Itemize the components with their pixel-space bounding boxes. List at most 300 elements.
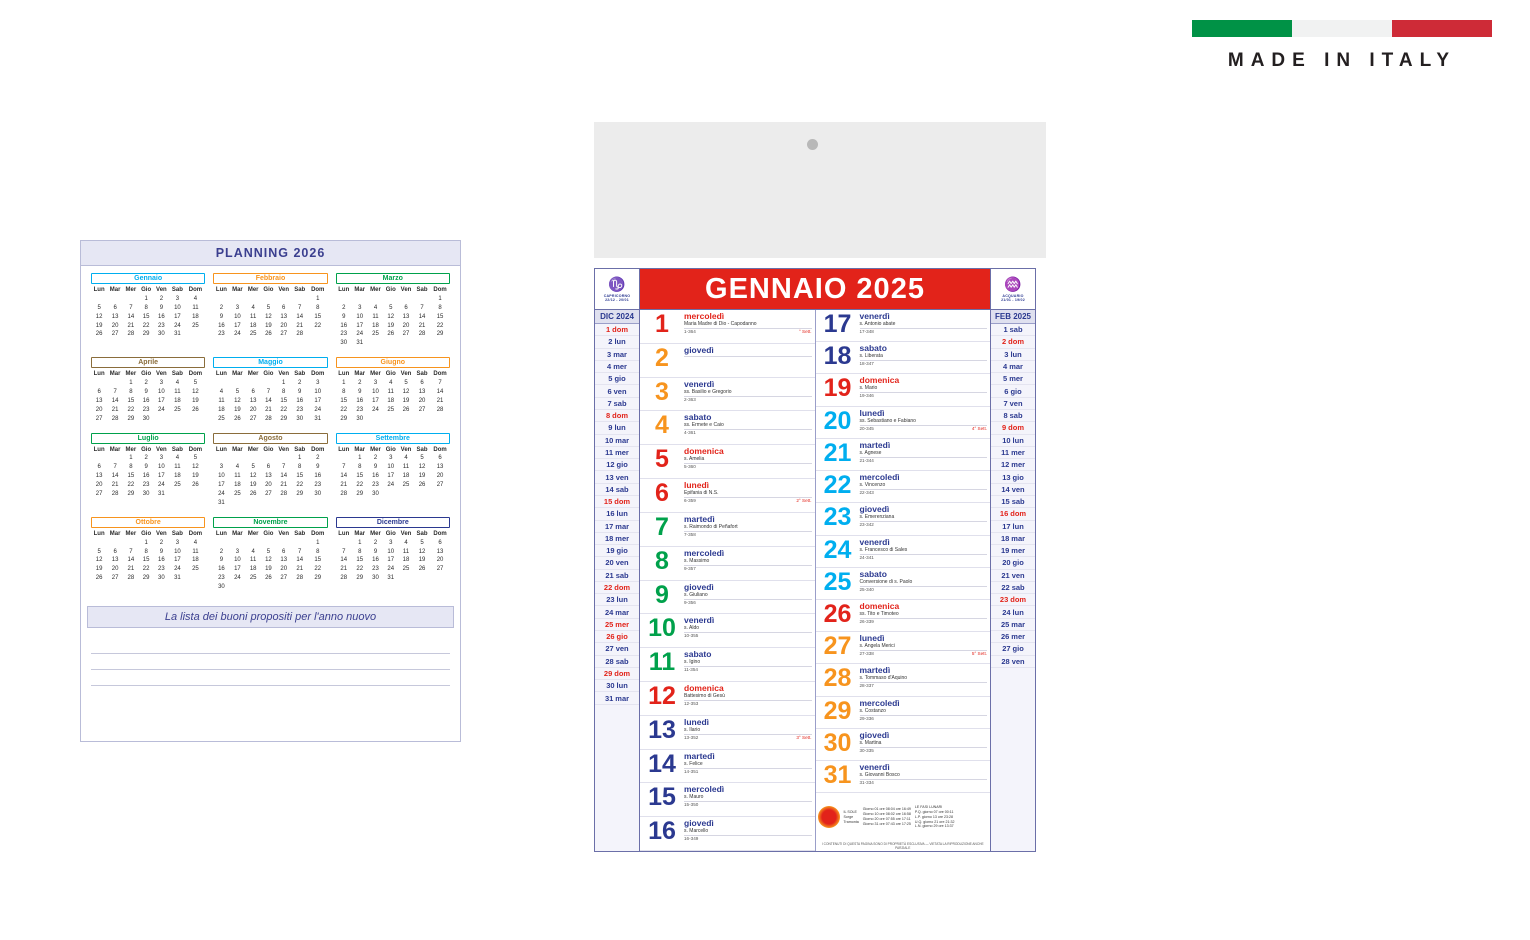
capricorn-icon: ♑: [608, 276, 626, 293]
planning-day-cell: 28: [127, 575, 135, 582]
calendar-day-row[interactable]: [640, 750, 815, 784]
calendar-day-row[interactable]: [640, 817, 815, 851]
planning-day-cell: [245, 539, 261, 548]
planning-day-cell: 4: [251, 304, 255, 311]
sidebar-day-weekday: dom: [614, 669, 631, 679]
calendar-day-weekday: sabato: [684, 412, 712, 423]
zodiac-aquarius: [990, 269, 1035, 309]
planning-day-cell: 7: [266, 389, 271, 396]
sun-title: IL SOLE: [843, 809, 857, 814]
planning-day-cell: 21: [340, 482, 348, 489]
sidebar-day-number: 11: [605, 447, 614, 457]
planning-day-cell: 27: [111, 575, 119, 582]
sidebar-day-row: [991, 422, 1035, 434]
planning-day-cell: 9: [373, 464, 378, 471]
flag-white-stripe: [1292, 20, 1392, 37]
sidebar-day-row: [991, 521, 1035, 533]
planning-month-grid: [336, 370, 450, 423]
planning-day-cell: [91, 539, 107, 548]
calendar-day-number: 16: [648, 817, 676, 846]
planning-day-cell: 16: [142, 397, 150, 404]
planning-day-cell: 9: [316, 464, 320, 471]
planning-day-cell: [213, 454, 229, 463]
calendar-day-progressive: 2-363: [684, 396, 696, 402]
weekday-header: Mer: [247, 371, 259, 378]
sidebar-day-weekday: lun: [616, 595, 628, 605]
note-line[interactable]: [91, 670, 450, 686]
planning-day-cell: 27: [280, 575, 288, 582]
planning-month: [87, 430, 209, 514]
planning-day-cell: 12: [418, 464, 426, 471]
calendar-day-extra: [860, 587, 988, 592]
sidebar-day-row: [595, 692, 639, 704]
planning-day-cell: 11: [250, 313, 257, 320]
calendar-day-row[interactable]: [640, 581, 815, 615]
planning-day-cell: 7: [298, 304, 302, 311]
planning-day-cell: 12: [387, 313, 395, 320]
planning-day-cell: 12: [265, 313, 272, 320]
calendar-day-saint: s. Felice: [684, 761, 812, 769]
planning-day-cell: 20: [436, 473, 444, 480]
calendar-day-row[interactable]: [640, 378, 815, 412]
weekday-header: Mar: [109, 530, 121, 537]
planning-day-cell: 19: [95, 322, 103, 329]
calendar-day-info: [684, 649, 815, 672]
planning-day-cell: 12: [418, 548, 426, 555]
planning-day-cell: 20: [265, 482, 272, 489]
sidebar-day-row: [991, 398, 1035, 410]
calendar-day-row[interactable]: [816, 471, 991, 503]
calendar-day-info: [860, 311, 991, 334]
calendar-day-row[interactable]: [640, 682, 815, 716]
planning-day-cell: 7: [129, 304, 133, 311]
calendar-day-row[interactable]: [816, 374, 991, 406]
planning-day-cell: 1: [358, 539, 362, 546]
sidebar-day-row: [595, 643, 639, 655]
calendar-day-row[interactable]: [640, 310, 815, 344]
planning-day-cell: 25: [192, 566, 199, 573]
sidebar-day-number: 27: [1002, 644, 1011, 654]
planning-day-cell: 13: [280, 557, 288, 564]
calendar-day-row[interactable]: [640, 547, 815, 581]
planning-day-cell: 15: [314, 557, 322, 564]
planning-day-cell: [308, 330, 328, 339]
planning-day-cell: 11: [174, 389, 181, 396]
planning-day-cell: 5: [266, 304, 271, 311]
planning-day-cell: 7: [342, 464, 346, 471]
calendar-day-row[interactable]: [816, 664, 991, 696]
calendar-day-info: [684, 751, 815, 774]
calendar-day-number: 7: [655, 512, 669, 541]
sidebar-day-number: 23: [606, 595, 615, 605]
weekday-header: Lun: [215, 287, 227, 293]
calendar-day-weekday: sabato: [859, 343, 887, 354]
planning-day-cell: 22: [314, 322, 322, 329]
planning-day-cell: 26: [192, 482, 199, 489]
aquarius-name: ACQUARIO: [1002, 293, 1024, 298]
planning-day-cell: 25: [234, 491, 241, 498]
weekday-header: Ven: [156, 446, 167, 453]
calendar-day-number: 18: [823, 342, 852, 371]
sidebar-day-number: 9: [1001, 423, 1007, 433]
sidebar-day-row: [991, 496, 1035, 508]
planning-day-cell: 8: [316, 304, 320, 311]
calendar-day-weekday: giovedì: [684, 344, 714, 355]
planning-day-cell: 11: [192, 304, 199, 311]
planning-day-cell: 11: [234, 473, 241, 480]
sidebar-day-number: 19: [606, 546, 615, 556]
sidebar-day-row: [991, 619, 1035, 631]
sidebar-day-weekday: mer: [1011, 632, 1026, 642]
calendar-title-bar: [640, 269, 990, 309]
planning-day-cell: [107, 295, 123, 304]
calendar-day-extra: [684, 667, 812, 672]
planning-day-cell: [230, 499, 246, 508]
planning-day-cell: 1: [342, 380, 346, 387]
planning-day-cell: 29: [142, 575, 150, 582]
calendar-day-extra: [684, 397, 812, 402]
planning-day-cell: 17: [356, 322, 364, 329]
planning-day-cell: 6: [113, 304, 117, 311]
calendar-day-row[interactable]: [816, 729, 991, 761]
sidebar-day-weekday: gio: [1012, 558, 1024, 568]
days-column-left: [640, 310, 816, 851]
note-line[interactable]: [91, 654, 450, 670]
planning-day-cell: [186, 574, 206, 583]
calendar-day-row[interactable]: [816, 568, 991, 600]
planning-day-cell: 3: [175, 295, 180, 302]
weekday-header: Lun: [93, 287, 105, 293]
planning-day-cell: [123, 539, 139, 548]
planning-day-cell: 10: [356, 313, 364, 320]
planning-day-cell: 2: [219, 304, 224, 311]
planning-day-cell: 19: [192, 397, 199, 404]
sun-time-row: Giorno 31 ore 07:43 ore 17:25: [862, 821, 911, 826]
calendar-day-info: [860, 440, 991, 463]
planning-day-cell: [383, 415, 398, 424]
weekday-header: Lun: [93, 371, 105, 378]
sidebar-day-number: 7: [1003, 398, 1008, 408]
calendar-day-info: [684, 683, 815, 706]
planning-day-cell: 19: [249, 482, 257, 489]
sidebar-day-weekday: mar: [613, 349, 627, 359]
calendar-day-row[interactable]: [640, 411, 815, 445]
sidebar-day-number: 15: [603, 497, 613, 507]
sidebar-day-row: [991, 373, 1035, 385]
sidebar-day-weekday: lun: [1012, 607, 1024, 617]
weekday-header: Sab: [416, 371, 428, 378]
planning-day-cell: 31: [218, 499, 225, 506]
planning-day-cell: 17: [387, 557, 395, 564]
planning-day-cell: 11: [387, 389, 394, 396]
planning-day-cell: 21: [111, 406, 119, 413]
calendar-day-number: 10: [648, 614, 676, 643]
sidebar-day-row: [595, 582, 639, 594]
weekday-header: Mer: [247, 446, 259, 453]
calendar-day-info: [684, 717, 815, 740]
weekday-header: Sab: [171, 371, 183, 378]
sidebar-day-row: [595, 594, 639, 606]
planning-day-cell: 7: [420, 304, 424, 311]
weekday-header: Dom: [311, 287, 325, 293]
calendar-week-number: ° Sett.: [798, 329, 812, 334]
planning-day-cell: 10: [218, 473, 225, 480]
planning-day-cell: 22: [296, 482, 304, 489]
calendar-day-number: 17: [823, 310, 852, 338]
planning-month-grid: [336, 446, 450, 499]
sidebar-day-row: [991, 459, 1035, 471]
planning-day-cell: 19: [387, 322, 395, 329]
calendar-day-info: [860, 698, 991, 721]
sidebar-day-number: 21: [605, 570, 614, 580]
planning-month-grid: [213, 446, 327, 508]
weekday-header: Dom: [433, 446, 447, 453]
planning-day-cell: 28: [111, 491, 119, 498]
weekday-header: Gio: [263, 530, 274, 537]
calendar-day-number: 22: [823, 471, 852, 500]
planning-day-cell: 4: [251, 548, 255, 555]
planning-day-cell: 28: [340, 575, 348, 582]
calendar-day-extra: [860, 490, 988, 495]
planning-day-cell: 28: [418, 331, 426, 338]
sidebar-day-number: 6: [1004, 386, 1009, 396]
planning-day-cell: 26: [265, 575, 272, 582]
calendar-day-row[interactable]: [816, 439, 991, 471]
planning-day-cell: [414, 339, 430, 348]
planning-day-cell: 5: [97, 304, 101, 311]
planning-day-cell: 19: [192, 473, 199, 480]
calendar-day-row[interactable]: [816, 503, 991, 535]
sidebar-day-row: [991, 435, 1035, 447]
planning-day-cell: 16: [158, 557, 165, 564]
planning-day-cell: 17: [174, 313, 181, 320]
aquarius-icon: ♒: [1004, 276, 1022, 293]
planning-day-cell: 30: [158, 575, 165, 582]
planning-day-cell: 4: [175, 455, 180, 462]
sidebar-day-number: 13: [605, 472, 614, 482]
sidebar-day-weekday: ven: [1011, 484, 1025, 494]
planning-day-cell: 4: [193, 295, 198, 302]
weekday-header: Mer: [125, 530, 137, 537]
sidebar-day-row: [991, 606, 1035, 618]
sidebar-day-row: [595, 385, 639, 397]
planning-day-cell: 17: [158, 473, 165, 480]
planning-day-cell: 22: [356, 482, 364, 489]
weekday-header: Dom: [433, 530, 447, 537]
planning-day-cell: 14: [340, 473, 348, 480]
sidebar-day-row: [991, 484, 1035, 496]
planning-day-cell: 9: [159, 548, 164, 555]
planning-day-cell: 9: [159, 304, 164, 311]
note-line[interactable]: [91, 638, 450, 654]
sidebar-day-weekday: gio: [1012, 472, 1024, 482]
planning-day-cell: 4: [219, 389, 224, 396]
planning-day-cell: 25: [174, 406, 181, 413]
sidebar-day-number: 2: [1001, 337, 1007, 347]
planning-day-cell: [230, 379, 246, 388]
planning-day-cell: 7: [342, 548, 346, 555]
planning-day-cell: [107, 454, 123, 463]
planning-day-cell: 14: [340, 557, 348, 564]
calendar-day-row[interactable]: [816, 407, 991, 439]
planning-title: PLANNING 2026: [81, 241, 460, 266]
sidebar-day-row: [595, 668, 639, 680]
planning-day-cell: 1: [316, 539, 320, 546]
planning-day-cell: 6: [282, 304, 286, 311]
planning-day-cell: [414, 295, 430, 304]
planning-day-cell: 10: [387, 548, 395, 555]
planning-day-cell: 31: [314, 415, 322, 422]
planning-day-cell: [261, 454, 276, 463]
sidebar-day-number: 12: [606, 460, 615, 470]
calendar-day-number: 1: [655, 310, 669, 338]
calendar-day-row[interactable]: [816, 697, 991, 729]
planning-day-cell: 12: [95, 313, 103, 320]
calendar-day-extra: [684, 532, 812, 537]
sidebar-day-row: [595, 606, 639, 618]
planning-day-cell: 23: [296, 406, 304, 413]
calendar-day-weekday: martedì: [684, 750, 715, 761]
sidebar-day-weekday: dom: [1008, 337, 1024, 347]
planning-day-cell: 14: [111, 397, 119, 404]
calendar-footer: [816, 793, 991, 841]
planning-month-grid: [91, 370, 205, 423]
planning-day-cell: 30: [356, 415, 364, 422]
calendar-day-progressive: 9-356: [684, 599, 696, 605]
sidebar-day-number: 5: [1003, 374, 1008, 384]
weekday-header: Ven: [278, 530, 290, 537]
planning-day-cell: 7: [129, 548, 133, 555]
calendar-day-saint: s. Tommaso d'Aquino: [860, 675, 988, 683]
sidebar-day-weekday: lun: [614, 423, 626, 433]
weekday-header: Ven: [400, 530, 412, 537]
weekday-header: Mar: [354, 530, 366, 537]
planning-day-cell: 5: [420, 455, 424, 462]
calendar-day-extra: [860, 361, 988, 366]
planning-day-cell: 26: [234, 415, 241, 422]
calendar-day-saint: ss. Tito e Timoteo: [860, 611, 988, 619]
calendar-day-weekday: venerdì: [684, 378, 715, 389]
planning-day-cell: 4: [193, 539, 198, 546]
planning-day-cell: 29: [296, 491, 304, 498]
calendar-day-number: 29: [823, 696, 852, 725]
calendar-day-number: 8: [655, 546, 669, 575]
calendar-day-row[interactable]: [640, 783, 815, 817]
planning-day-cell: [261, 539, 276, 548]
sidebar-day-weekday: gio: [1010, 386, 1022, 396]
calendar-day-row[interactable]: [640, 445, 815, 479]
calendar-day-saint: s. Costanzo: [860, 708, 988, 716]
planning-day-cell: 31: [174, 575, 181, 582]
zodiac-capricorn: [595, 269, 640, 309]
planning-day-cell: [368, 339, 384, 348]
weekday-header: Gio: [263, 287, 274, 293]
sidebar-day-number: 24: [1002, 607, 1011, 617]
calendar-day-row[interactable]: [640, 344, 815, 378]
calendar-day-saint: Epifania di N.S.: [684, 490, 812, 498]
weekday-header: Sab: [171, 530, 183, 537]
weekday-header: Sab: [171, 446, 183, 453]
planning-day-cell: 20: [280, 566, 288, 573]
calendar-day-saint: s. Mario: [860, 385, 988, 393]
planning-day-cell: 23: [218, 575, 225, 582]
weekday-header: Gio: [385, 287, 396, 293]
planning-day-cell: 8: [438, 304, 442, 311]
planning-day-cell: 25: [402, 566, 410, 573]
calendar-day-row[interactable]: [816, 761, 991, 793]
weekday-header: Lun: [338, 287, 350, 293]
planning-day-cell: 16: [356, 397, 364, 404]
weekday-header: Gio: [263, 446, 274, 453]
calendar-day-weekday: martedì: [684, 513, 715, 524]
sidebar-previous-month: [595, 310, 640, 851]
sidebar-day-number: 28: [605, 656, 614, 666]
calendar-day-row[interactable]: [816, 600, 991, 632]
planning-day-cell: [336, 539, 352, 548]
weekday-header: Ven: [400, 287, 412, 293]
calendar-day-row[interactable]: [640, 716, 815, 750]
calendar-day-row[interactable]: [816, 536, 991, 568]
planning-day-cell: 8: [282, 389, 286, 396]
calendar-day-extra: [860, 780, 988, 785]
planning-day-cell: 15: [142, 557, 150, 564]
calendar-day-number: 27: [823, 632, 852, 661]
planning-month-grid: [336, 530, 450, 583]
planning-day-cell: 13: [265, 473, 272, 480]
calendar-day-progressive: 25-340: [859, 586, 874, 592]
planning-day-cell: 25: [402, 482, 410, 489]
weekday-header: Dom: [188, 371, 203, 378]
planning-day-cell: 4: [404, 455, 408, 462]
calendar-day-info: [860, 375, 991, 398]
planning-day-cell: 9: [373, 548, 378, 555]
weekday-header: Dom: [311, 446, 325, 453]
planning-day-cell: 27: [402, 331, 410, 338]
planning-month: [87, 354, 209, 429]
planning-day-cell: 18: [174, 473, 181, 480]
planning-day-cell: 6: [438, 455, 442, 462]
planning-day-cell: 14: [296, 313, 304, 320]
planning-day-cell: 2: [219, 548, 224, 555]
calendar-day-row[interactable]: [640, 479, 815, 513]
planning-day-cell: 6: [113, 548, 117, 555]
planning-day-cell: 21: [127, 322, 135, 329]
planning-day-cell: 11: [192, 548, 199, 555]
weekday-header: Sab: [416, 287, 428, 293]
planning-day-cell: 10: [158, 389, 165, 396]
planning-day-cell: 26: [402, 406, 410, 413]
calendar-day-row[interactable]: [640, 648, 815, 682]
planning-day-cell: [245, 295, 261, 304]
flag-green-stripe: [1192, 20, 1292, 37]
planning-day-cell: 2: [144, 455, 148, 462]
sidebar-day-row: [991, 643, 1035, 655]
calendar-day-row[interactable]: [640, 513, 815, 547]
sidebar-day-weekday: mer: [613, 361, 627, 371]
sidebar-day-weekday: mar: [615, 521, 630, 531]
planning-day-cell: 1: [282, 380, 286, 387]
calendar-day-row[interactable]: [816, 632, 991, 664]
calendar-day-row[interactable]: [816, 342, 991, 374]
calendar-day-row[interactable]: [640, 614, 815, 648]
calendar-day-saint: s. Angela Merici: [860, 643, 988, 651]
planning-month: [332, 270, 454, 354]
calendar-day-row[interactable]: [816, 310, 991, 342]
calendar-day-number: 20: [823, 406, 852, 435]
sidebar-day-weekday: mer: [615, 533, 630, 543]
planning-day-cell: [230, 454, 246, 463]
sidebar-day-row: [595, 557, 639, 569]
